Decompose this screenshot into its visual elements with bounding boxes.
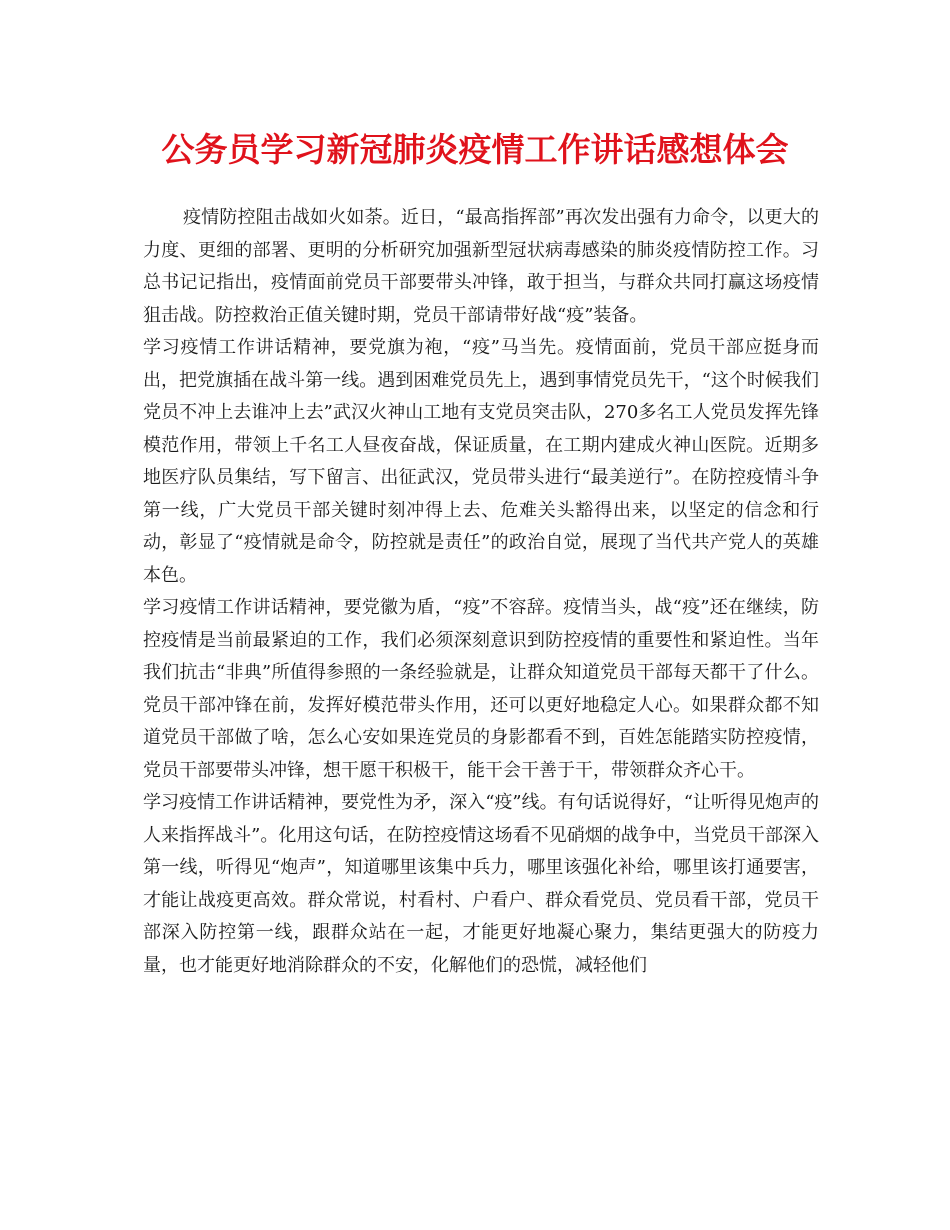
document-title: 公务员学习新冠肺炎疫情工作讲话感想体会 bbox=[161, 130, 789, 169]
paragraph-party-spirit: 学习疫情工作讲话精神，要党性为矛，深入“疫”线。有句话说得好，“让听得见炮声的人来指挥战斗”。化用这句话，在防控疫情这场看不见硝烟的战争中，当党员干部深入第一线，听得见“炮声”，知道哪里该集中兵力，哪里该强化补给，哪里该打通要害，才能让战疫更高效。群众常说，村看村、户看户、群众看党员、党员看干部，党员干部深入防控第一线，跟群众站在一起，才能更好地凝心聚力，集结更强大的防疫力量，也才能更好地消除群众的不安，化解他们的恐慌，减轻他们 bbox=[143, 792, 819, 976]
paragraph-intro: 疫情防控阻击战如火如荼。近日，“最高指挥部”再次发出强有力命令，以更大的力度、更细的部署、更明的分析研究加强新型冠状病毒感染的肺炎疫情防控工作。习总书记记指出，疫情面前党员干部要带头冲锋，敢于担当，与群众共同打赢这场疫情狙击战。防控救治正值关键时期，党员干部请带好战“疫”装备。 bbox=[143, 207, 819, 326]
paragraph-party-flag: 学习疫情工作讲话精神，要党旗为袍，“疫”马当先。疫情面前，党员干部应挺身而出，把党旗插在战斗第一线。遇到困难党员先上，遇到事情党员先干，“这个时候我们党员不冲上去谁冲上去”武汉火神山工地有支党员突击队，270多名工人党员发挥先锋模范作用，带领上千名工人昼夜奋战，保证质量，在工期内建成火神山医院。近期多地医疗队员集结，写下留言、出征武汉，党员带头进行“最美逆行”。在防控疫情斗争第一线，广大党员干部关键时刻冲得上去、危难关头豁得出来，以坚定的信念和行动，彰显了“疫情就是命令，防控就是责任”的政治自觉，展现了当代共产党人的英雄本色。 bbox=[143, 337, 819, 586]
paragraph-party-emblem: 学习疫情工作讲话精神，要党徽为盾，“疫”不容辞。疫情当头，战“疫”还在继续，防控疫情是当前最紧迫的工作，我们必须深刻意识到防控疫情的重要性和紧迫性。当年我们抗击“非典”所值得参照的一条经验就是，让群众知道党员干部每天都干了什么。党员干部冲锋在前，发挥好模范带头作用，还可以更好地稳定人心。如果群众都不知道党员干部做了啥，怎么心安如果连党员的身影都看不到，百姓怎能踏实防控疫情，党员干部要带头冲锋，想干愿干积极干，能干会干善于干，带领群众齐心干。 bbox=[143, 597, 819, 781]
document-body bbox=[143, 202, 819, 982]
